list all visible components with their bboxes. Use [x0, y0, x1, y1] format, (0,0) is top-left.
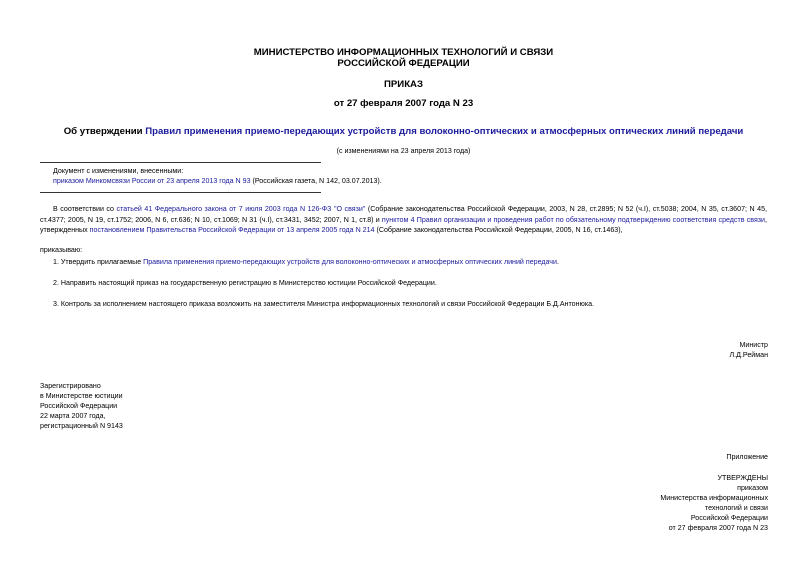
appendix-line-2: приказом	[737, 484, 768, 492]
preamble	[40, 204, 767, 236]
orders-word: приказываю:	[40, 246, 83, 254]
title-link[interactable]: Правил применения приемо-передающих устройств для волоконно-оптических и атмосферных оптических линий передачи	[145, 126, 744, 137]
appendix-line-5: Российской Федерации	[690, 514, 768, 522]
item-1-prefix: 1. Утвердить прилагаемые	[53, 258, 144, 266]
registration-line-1: Зарегистрировано	[40, 382, 101, 390]
appendix-line-1: УТВЕРЖДЕНЫ	[717, 474, 768, 482]
preamble-link-law[interactable]: статьей 41 Федерального закона от 7 июля 2003 года N 126-ФЗ "О связи"	[116, 205, 366, 213]
change-doc-tail: (Российская газета, N 142, 03.07.2013).	[250, 177, 382, 185]
item-2: 2. Направить настоящий приказ на государственную регистрацию в Министерство юстиции Российской Федерации.	[53, 279, 437, 287]
document-title	[0, 126, 807, 137]
registration-line-5: регистрационный N 9143	[40, 422, 123, 430]
item-1-link[interactable]: Правила применения приемо-передающих устройств для волоконно-оптических и атмосферных оптических линий передачи	[143, 258, 557, 266]
item-1-suffix: .	[556, 258, 559, 266]
doc-date: от 27 февраля 2007 года N 23	[333, 98, 474, 109]
amendments-note: (с изменениями на 23 апреля 2013 года)	[336, 147, 471, 155]
registration-line-2: в Министерстве юстиции	[40, 392, 123, 400]
bottom-divider	[40, 192, 321, 193]
preamble-text-2: (Собрание законодательства Российской Федерации, 2003, N 28, ст.2895; N 52 (ч.I), ст.5038; 2004, N 35, ст.3607; N 45, ст.4377; 2005, N 19, ст.1752; 2006, N 6, ст.636; N 10, ст.1069; N 31 (ч.I), ст.3431, 3452; 2007, N 1, ст.8) и	[40, 205, 767, 224]
change-doc-link[interactable]: приказом Минкомсвязи России от 23 апреля 2013 года N 93	[53, 177, 251, 185]
registration-line-4: 22 марта 2007 года,	[40, 412, 106, 420]
doc-type: ПРИКАЗ	[384, 79, 423, 90]
preamble-text-4: (Собрание законодательства Российской Федерации, 2005, N 16, ст.1463),	[374, 226, 623, 234]
top-divider	[40, 162, 321, 163]
preamble-text-3: , утвержденных	[40, 215, 767, 234]
title-prefix: Об утверждении	[63, 126, 146, 137]
item-1	[53, 257, 559, 267]
ministry-line-2: РОССИЙСКОЙ ФЕДЕРАЦИИ	[337, 58, 470, 69]
appendix-line-6: от 27 февраля 2007 года N 23	[668, 524, 768, 532]
preamble-link-rules[interactable]: пунктом 4 Правил организации и проведения работ по обязательному подтверждению соответствия средств связи	[381, 215, 765, 224]
registration-line-3: Российской Федерации	[40, 402, 118, 410]
change-doc-line1: Документ с изменениями, внесенными:	[53, 167, 184, 175]
preamble-text-1: В соответствии со	[53, 205, 117, 213]
appendix-line-4: технологий и связи	[704, 504, 768, 512]
item-3: 3. Контроль за исполнением настоящего приказа возложить на заместителя Министра информационных технологий и связи Российской Федерации Б.Д.Антонюка.	[53, 300, 594, 308]
change-doc-line2	[53, 176, 382, 186]
preamble-link-decree[interactable]: постановлением Правительства Российской Федерации от 13 апреля 2005 года N 214	[89, 226, 375, 234]
appendix-line-3: Министерства информационных	[660, 494, 768, 502]
appendix-label: Приложение	[726, 453, 768, 461]
ministry-line-1: МИНИСТЕРСТВО ИНФОРМАЦИОННЫХ ТЕХНОЛОГИЙ И СВЯЗИ	[253, 47, 554, 58]
signature-position: Министр	[739, 341, 768, 349]
signature-name: Л.Д.Рейман	[729, 351, 768, 359]
